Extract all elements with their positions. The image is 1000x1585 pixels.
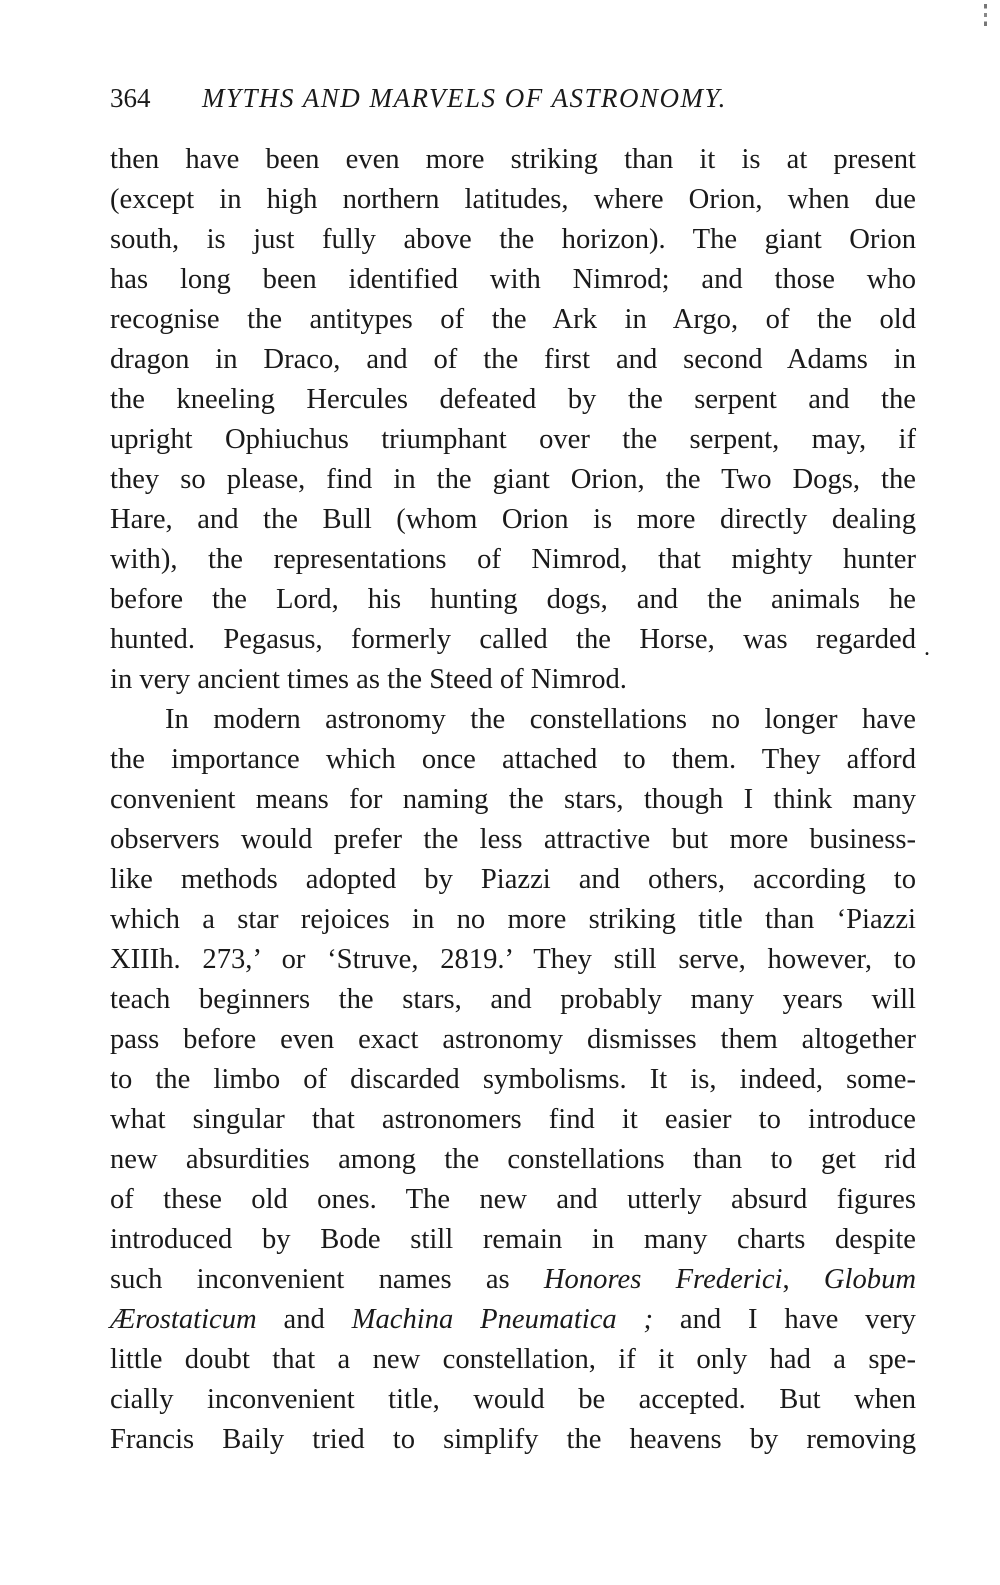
stray-print-mark: . bbox=[924, 635, 930, 661]
text-line: recognise the antitypes of the Ark in Argo, of the old bbox=[110, 304, 916, 335]
latin-constellation-name: Globum bbox=[823, 1264, 917, 1295]
paragraph-end-line: in very ancient times as the Steed of Nimrod. bbox=[110, 664, 627, 695]
plain-run: , bbox=[782, 1264, 824, 1295]
latin-constellation-name: Ærostaticum bbox=[110, 1304, 257, 1335]
text-line-with-latin-names bbox=[110, 1300, 916, 1340]
plain-run: such inconvenient names as bbox=[110, 1264, 544, 1295]
text-line: like methods adopted by Piazzi and others, according to bbox=[110, 864, 916, 895]
text-line: Hare, and the Bull (whom Orion is more directly dealing bbox=[110, 504, 916, 535]
scan-edge-mark bbox=[984, 4, 987, 26]
text-line: (except in high northern latitudes, where Orion, when due bbox=[110, 184, 916, 215]
paragraph-first-line: In modern astronomy the constellations no longer have bbox=[165, 704, 916, 735]
text-line: has long been identified with Nimrod; and those who bbox=[110, 264, 916, 295]
text-line: which a star rejoices in no more striking title than ‘Piazzi bbox=[110, 904, 916, 935]
text-line: then have been even more striking than it is at present bbox=[110, 144, 916, 175]
text-line: new absurdities among the constellations than to get rid bbox=[110, 1144, 916, 1175]
text-line: to the limbo of discarded symbolisms. It is, indeed, some- bbox=[110, 1064, 916, 1095]
latin-constellation-name: Machina Pneumatica ; bbox=[351, 1304, 654, 1335]
plain-run: and bbox=[256, 1304, 352, 1335]
text-line: south, is just fully above the horizon). The giant Orion bbox=[110, 224, 916, 255]
text-line: before the Lord, his hunting dogs, and the animals he bbox=[110, 584, 916, 615]
running-title: MYTHS AND MARVELS OF ASTRONOMY. bbox=[202, 83, 727, 113]
text-line-with-latin-names bbox=[110, 1260, 916, 1300]
text-line: they so please, find in the giant Orion, the Two Dogs, the bbox=[110, 464, 916, 495]
running-head bbox=[110, 78, 910, 118]
text-line: Francis Baily tried to simplify the heavens by removing bbox=[110, 1424, 916, 1455]
page-number: 364 bbox=[110, 83, 151, 113]
text-line: what singular that astronomers find it easier to introduce bbox=[110, 1104, 916, 1135]
text-line: the kneeling Hercules defeated by the serpent and the bbox=[110, 384, 916, 415]
text-line: observers would prefer the less attractive but more business- bbox=[110, 824, 916, 855]
text-line: dragon in Draco, and of the first and second Adams in bbox=[110, 344, 916, 375]
text-line: with), the representations of Nimrod, that mighty hunter bbox=[110, 544, 916, 575]
text-line: upright Ophiuchus triumphant over the serpent, may, if bbox=[110, 424, 916, 455]
plain-run: and I have very bbox=[653, 1304, 916, 1335]
text-line: little doubt that a new constellation, if it only had a spe- bbox=[110, 1344, 916, 1375]
text-line: hunted. Pegasus, formerly called the Horse, was regarded bbox=[110, 624, 916, 655]
text-line: XIIIh. 273,’ or ‘Struve, 2819.’ They still serve, however, to bbox=[110, 944, 916, 975]
text-line: teach beginners the stars, and probably many years will bbox=[110, 984, 916, 1015]
body-text bbox=[110, 140, 916, 1460]
text-line: cially inconvenient title, would be accepted. But when bbox=[110, 1384, 916, 1415]
text-line: introduced by Bode still remain in many charts despite bbox=[110, 1224, 916, 1255]
latin-constellation-name: Honores Frederici bbox=[543, 1264, 783, 1295]
text-line: the importance which once attached to them. They afford bbox=[110, 744, 916, 775]
text-line: convenient means for naming the stars, though I think many bbox=[110, 784, 916, 815]
text-line: of these old ones. The new and utterly absurd figures bbox=[110, 1184, 916, 1215]
text-line: pass before even exact astronomy dismisses them altogether bbox=[110, 1024, 916, 1055]
